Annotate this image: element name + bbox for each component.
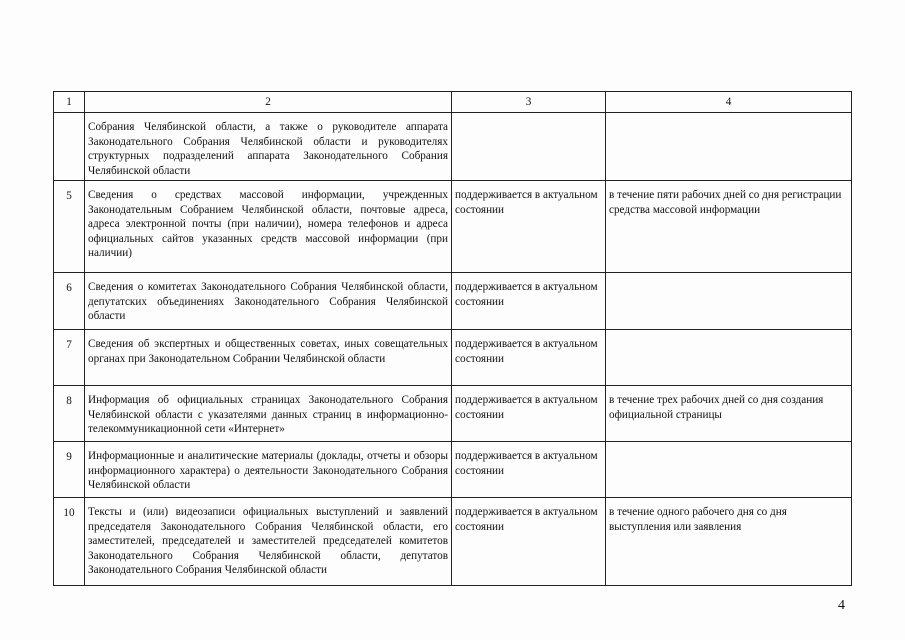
row-support-status: поддерживается в актуальном состоянии: [452, 498, 606, 586]
row-description: Сведения об экспертных и общественных советах, иных совещательных органах при Законодательном Собрании Челябинской области: [85, 330, 452, 386]
row-term: в течение одного рабочего дня со дня выступления или заявления: [606, 498, 852, 586]
row-term: в течение трех рабочих дней со дня создания официальной страницы: [606, 386, 852, 442]
table-row: [54, 113, 852, 181]
information-table: [53, 91, 852, 586]
header-cell-4: 4: [606, 92, 852, 113]
row-description: Информационные и аналитические материалы (доклады, отчеты и обзоры информационного характера) о деятельности Законодательного Собрания Челябинской области: [85, 442, 452, 498]
row-number: 5: [54, 181, 85, 273]
row-term: [606, 113, 852, 181]
row-number: 9: [54, 442, 85, 498]
row-term: [606, 442, 852, 498]
row-support-status: поддерживается в актуальном состоянии: [452, 442, 606, 498]
header-cell-1: 1: [54, 92, 85, 113]
row-number: [54, 113, 85, 181]
row-support-status: поддерживается в актуальном состоянии: [452, 181, 606, 273]
row-support-status: поддерживается в актуальном состоянии: [452, 330, 606, 386]
table-row: [54, 386, 852, 442]
table-header-row: [54, 92, 852, 113]
row-description: Сведения о средствах массовой информации, учрежденных Законодательным Собранием Челябинской области, почтовые адреса, адреса электронной почты (при наличии), номера телефонов и адреса официальных сайтов указанных средств массовой информации (при наличии): [85, 181, 452, 273]
row-description: Информация об официальных страницах Законодательного Собрания Челябинской области с указателями данных страниц в информационно-телекоммуникационной сети «Интернет»: [85, 386, 452, 442]
table-row: [54, 273, 852, 330]
row-description: Сведения о комитетах Законодательного Собрания Челябинской области, депутатских объединениях Законодательного Собрания Челябинской области: [85, 273, 452, 330]
row-support-status: [452, 113, 606, 181]
row-term: [606, 330, 852, 386]
row-number: 10: [54, 498, 85, 586]
row-number: 7: [54, 330, 85, 386]
row-term: [606, 273, 852, 330]
table-row: [54, 498, 852, 586]
table-row: [54, 442, 852, 498]
header-cell-2: 2: [85, 92, 452, 113]
table-row: [54, 330, 852, 386]
header-cell-3: 3: [452, 92, 606, 113]
row-number: 8: [54, 386, 85, 442]
page-number: 4: [838, 598, 845, 613]
row-description: Тексты и (или) видеозаписи официальных выступлений и заявлений председателя Законодательного Собрания Челябинской области, его заместителей, председателей и заместителей председателей комитетов Законодательного Собрания Челябинской области, депутатов Законодательного Собрания Челябинской области: [85, 498, 452, 586]
row-support-status: поддерживается в актуальном состоянии: [452, 386, 606, 442]
row-description: Собрания Челябинской области, а также о руководителе аппарата Законодательного Собрания Челябинской области и руководителях структурных подразделений аппарата Законодательного Собрания Челябинской области: [85, 113, 452, 181]
row-term: в течение пяти рабочих дней со дня регистрации средства массовой информации: [606, 181, 852, 273]
row-number: 6: [54, 273, 85, 330]
table-row: [54, 181, 852, 273]
row-support-status: поддерживается в актуальном состоянии: [452, 273, 606, 330]
